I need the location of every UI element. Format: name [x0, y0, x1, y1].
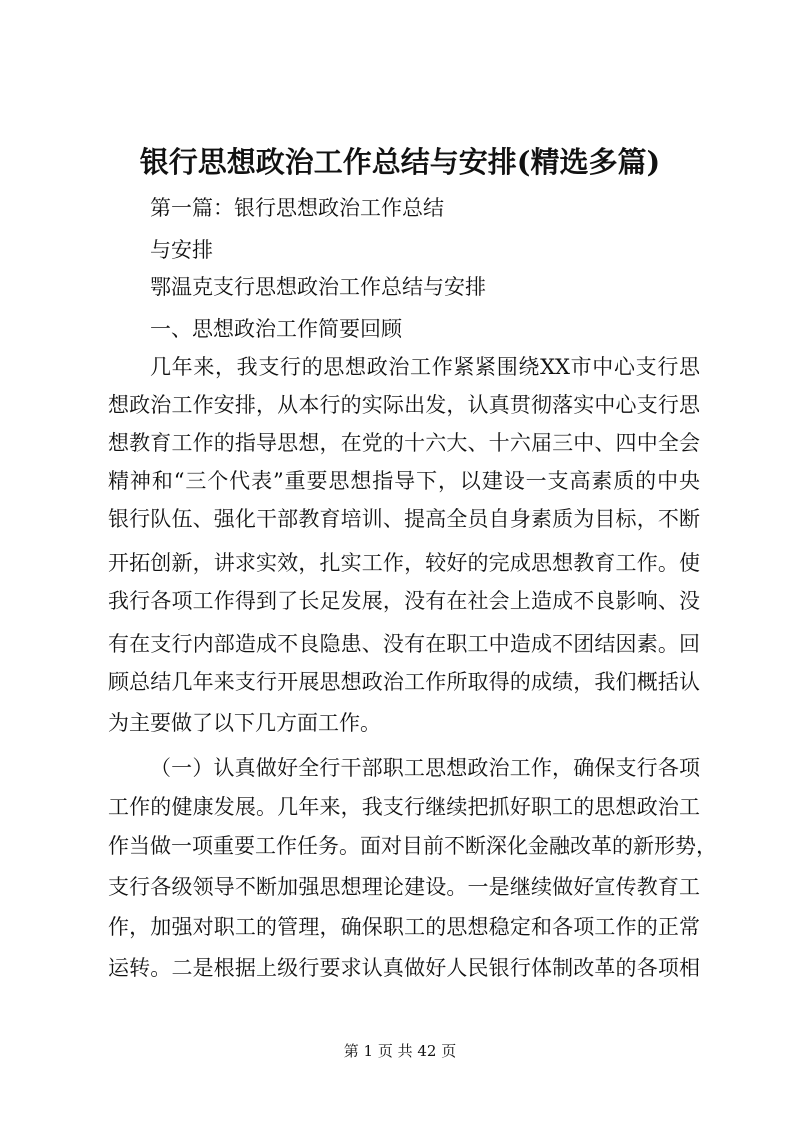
part-heading-line2: 与安排 [150, 238, 213, 262]
paragraph1-line: 想政治工作安排，从本行的实际出发，认真贯彻落实中心支行思 [108, 393, 700, 417]
document-title: 银行思想政治工作总结与安排(精选多篇) [139, 145, 661, 179]
paragraph2-line: 运转。二是根据上级行要求认真做好人民银行体制改革的各项相 [108, 956, 700, 980]
page-footer: 第 1 页 共 42 页 [343, 1042, 457, 1060]
paragraph1-line: 有在支行内部造成不良隐患、没有在职工中造成不团结因素。回 [108, 632, 700, 656]
paragraph2-line: 作，加强对职工的管理，确保职工的思想稳定和各项工作的正常 [108, 915, 700, 939]
paragraph1-line: 开拓创新，讲求实效，扎实工作，较好的完成思想教育工作。使 [108, 551, 700, 575]
paragraph1-line: 银行队伍、强化干部教育培训、提高全员自身素质为目标，不断 [108, 507, 700, 531]
subtitle: 鄂温克支行思想政治工作总结与安排 [150, 275, 486, 299]
paragraph2-line: （一）认真做好全行干部职工思想政治工作，确保支行各项 [150, 756, 700, 780]
paragraph2-line: 工作的健康发展。几年来，我支行继续把抓好职工的思想政治工 [108, 795, 700, 819]
part-heading-line1: 第一篇：银行思想政治工作总结 [150, 196, 444, 220]
paragraph1-line: 几年来，我支行的思想政治工作紧紧围绕XX市中心支行思 [150, 355, 700, 379]
paragraph1-line: 顾总结几年来支行开展思想政治工作所取得的成绩，我们概括认 [108, 670, 700, 694]
paragraph2-line: 作当做一项重要工作任务。面对目前不断深化金融改革的新形势， [108, 834, 717, 858]
paragraph1-line: 为主要做了以下几方面工作。 [108, 711, 381, 735]
paragraph1-line: 我行各项工作得到了长足发展，没有在社会上造成不良影响、没 [108, 589, 700, 613]
section-heading: 一、思想政治工作简要回顾 [150, 317, 402, 341]
paragraph2-line: 支行各级领导不断加强思想理论建设。一是继续做好宣传教育工 [108, 875, 700, 899]
paragraph1-line: 精神和“三个代表”重要思想指导下，以建设一支高素质的中央 [108, 469, 700, 493]
paragraph1-line: 想教育工作的指导思想，在党的十六大、十六届三中、四中全会 [108, 431, 700, 455]
